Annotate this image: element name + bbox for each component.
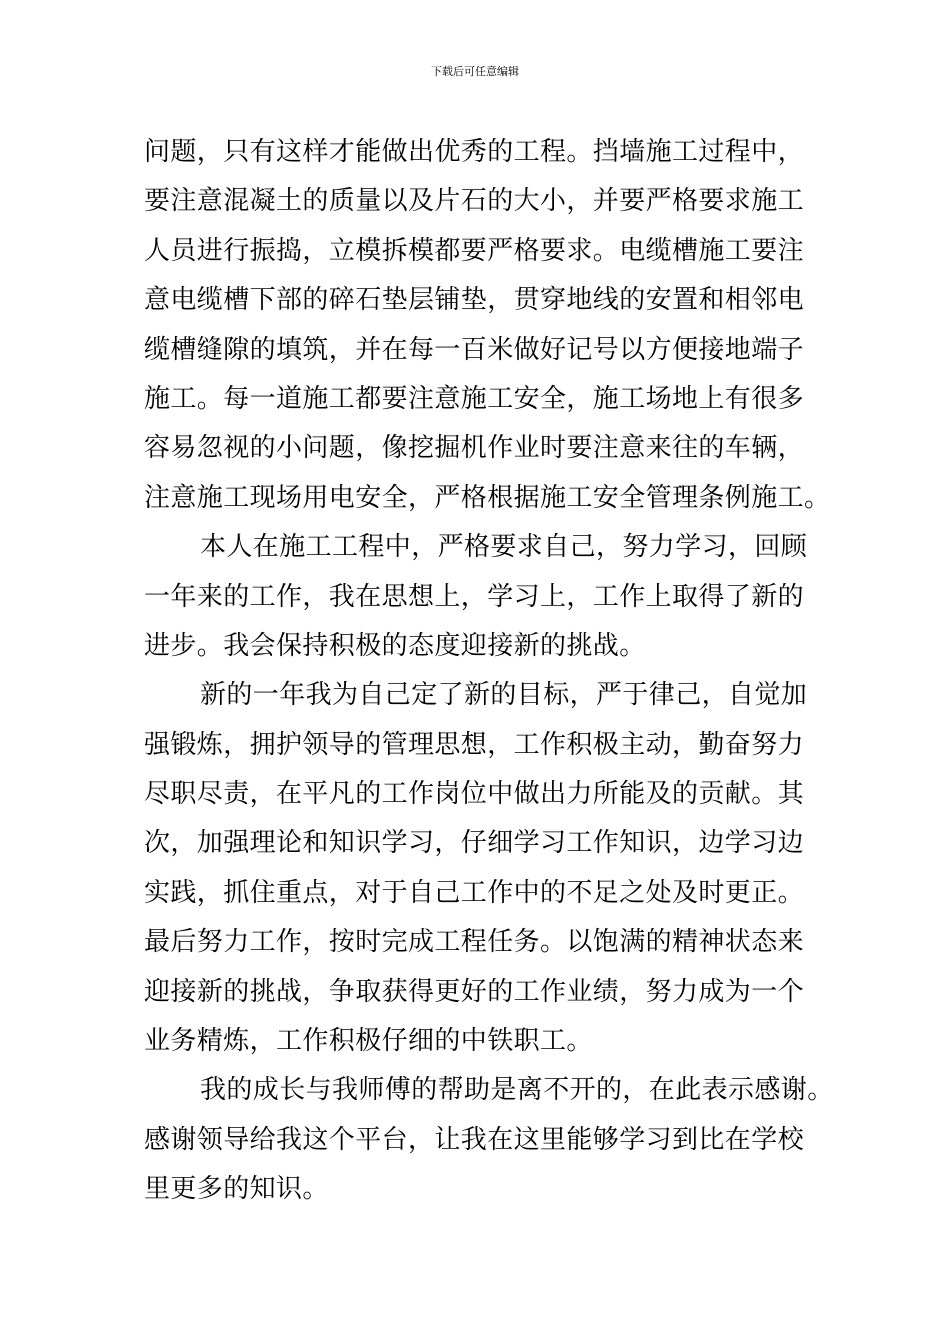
text-line: 最后努力工作，按时完成工程任务。以饱满的精神状态来 xyxy=(144,927,805,958)
text-line: 施工。每一道施工都要注意施工安全，施工场地上有很多 xyxy=(144,383,805,414)
text-line: 进步。我会保持积极的态度迎接新的挑战。 xyxy=(144,630,646,661)
text-line: 人员进行振捣，立模拆模都要严格要求。电缆槽施工要注 xyxy=(144,235,805,266)
text-line: 一年来的工作，我在思想上，学习上，工作上取得了新的 xyxy=(144,581,805,612)
text-line: 问题，只有这样才能做出优秀的工程。挡墙施工过程中， xyxy=(144,137,805,167)
text-line: 尽职尽责，在平凡的工作岗位中做出力所能及的贡献。其 xyxy=(144,779,805,810)
header-note: 下载后可任意编辑 xyxy=(431,65,519,78)
text-line: 意电缆槽下部的碎石垫层铺垫，贯穿地线的安置和相邻电 xyxy=(144,285,805,316)
text-line: 要注意混凝土的质量以及片石的大小，并要严格要求施工 xyxy=(144,186,805,217)
text-line: 里更多的知识。 xyxy=(144,1174,329,1205)
text-line: 业务精炼，工作积极仔细的中铁职工。 xyxy=(144,1026,593,1057)
text-line: 迎接新的挑战，争取获得更好的工作业绩，努力成为一个 xyxy=(144,976,805,1007)
text-line: 感谢领导给我这个平台，让我在这里能够学习到比在学校 xyxy=(144,1124,805,1155)
text-line: 次，加强理论和知识学习，仔细学习工作知识，边学习边 xyxy=(144,828,805,859)
paragraph-start-line: 我的成长与我师傅的帮助是离不开的，在此表示感谢。 xyxy=(200,1075,834,1106)
text-line: 注意施工现场用电安全，严格根据施工安全管理条例施工。 xyxy=(144,482,831,513)
body-text xyxy=(144,128,834,1215)
text-line: 强锻炼，拥护领导的管理思想，工作积极主动，勤奋努力 xyxy=(144,729,805,760)
paragraph-start-line: 新的一年我为自己定了新的目标，严于律己，自觉加 xyxy=(200,680,808,711)
paragraph-start-line: 本人在施工工程中，严格要求自己，努力学习，回顾 xyxy=(200,532,808,563)
text-line: 缆槽缝隙的填筑，并在每一百米做好记号以方便接地端子 xyxy=(144,334,805,365)
text-line: 实践，抓住重点，对于自己工作中的不足之处及时更正。 xyxy=(144,877,805,908)
text-line: 容易忽视的小问题，像挖掘机作业时要注意来往的车辆， xyxy=(144,433,805,464)
